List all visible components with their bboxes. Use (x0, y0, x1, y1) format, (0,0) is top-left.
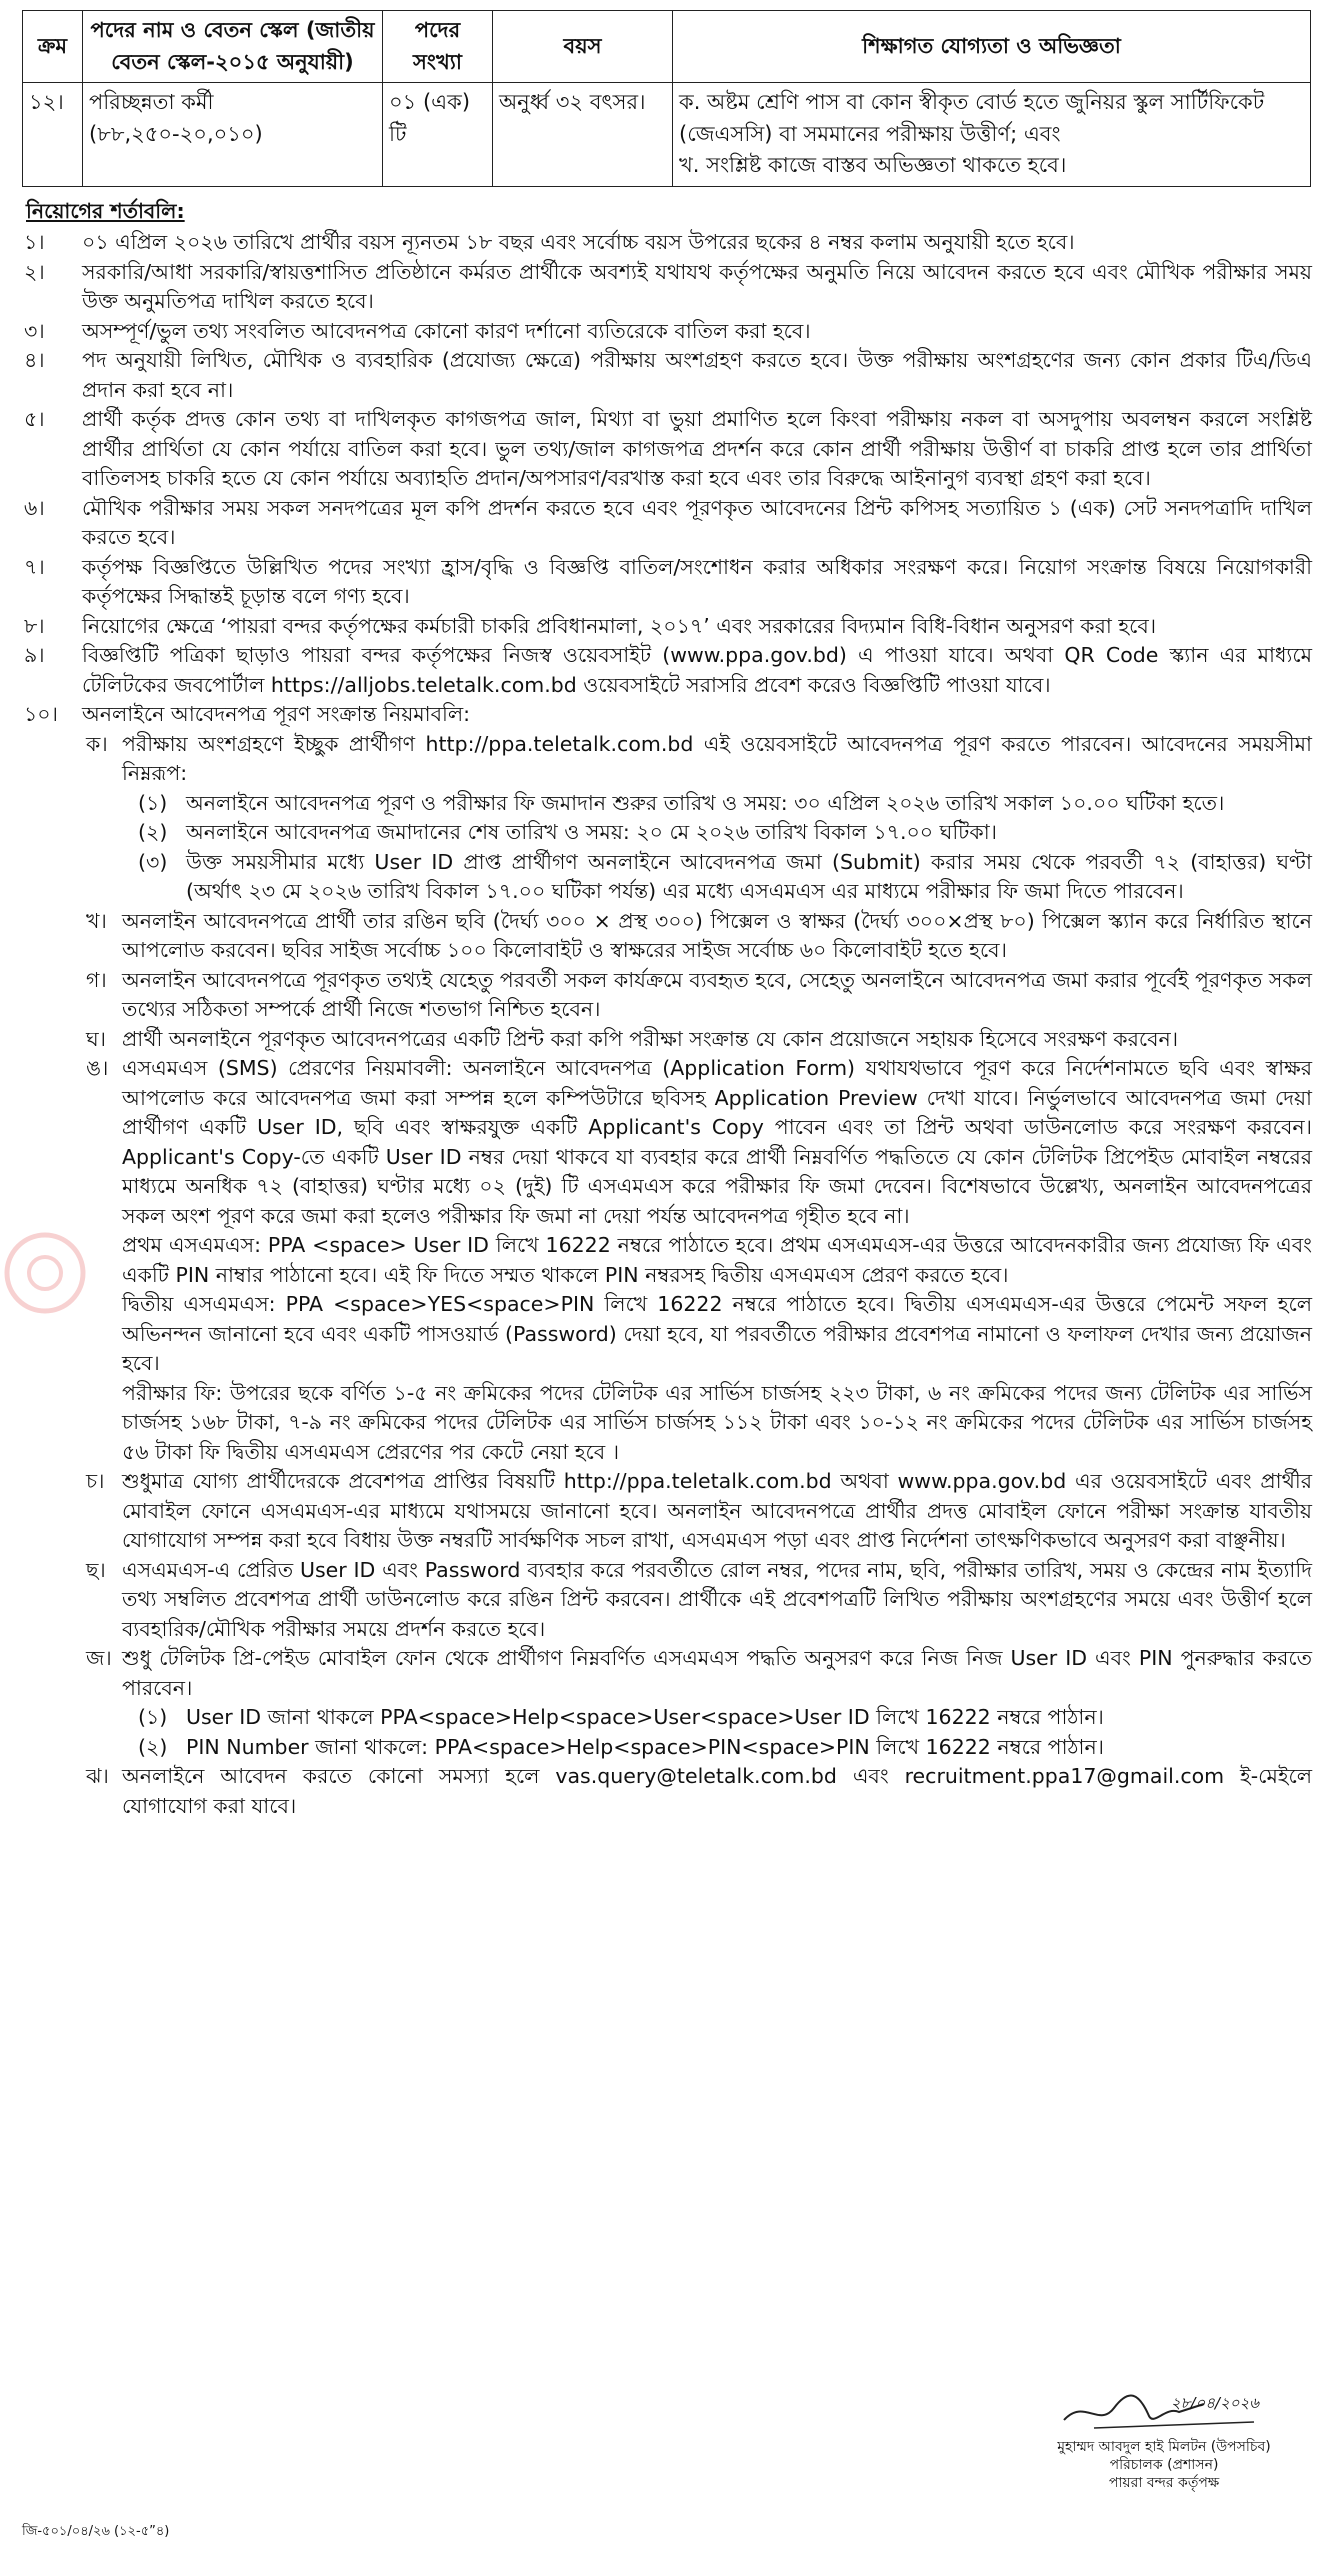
recovery-text: PIN Number জানা থাকলে: PPA<space>Help<space>PIN<space>PIN লিখে 16222 নম্বরে পাঠান। (186, 1734, 1105, 1759)
signatory-designation: পরিচালক (প্রশাসন) (1109, 2457, 1219, 2473)
rule-number: ঘ। (86, 1026, 106, 1051)
cell-serial: ১২। (23, 83, 83, 187)
rule-text: শুধুমাত্র যোগ্য প্রার্থীদেরকে প্রবেশপত্র প্রাপ্তির বিষয়টি http://ppa.teletalk.com.bd অথবা www.ppa.gov.bd এর ওয়েবসাইটে এবং প্রার্থীর মোবাইল ফোনে এসএমএস-এর মাধ্যমে যথাসময়ে জানানো হবে। অনলাইন আবেদনপত্রে প্রার্থীর প্রদত্ত মোবাইল ফোনে পরীক্ষা সংক্রান্ত যাবতীয় যোগাযোগ সম্পন্ন করা হবে বিধায় উক্ত নম্বরটি সার্বক্ষণিক সচল রাখা, এসএমএস পড়া এবং প্রাপ্ত নির্দেশনা তাৎক্ষণিকভাবে অনুসরণ করা বাঞ্ছনীয়। (122, 1469, 1312, 1552)
rule-number: ঝ। (86, 1764, 109, 1788)
footer-code: জি-৫০১/০৪/২৬ (১২-৫”৪) (22, 2524, 170, 2539)
rule-number: চ। (86, 1469, 105, 1493)
condition-text: বিজ্ঞপ্তিটি পত্রিকা ছাড়াও পায়রা বন্দর কর্তৃপক্ষের নিজস্ব ওয়েবসাইট (www.ppa.gov.bd) এ পাওয়া যাবে। অথবা QR Code স্ক্যান এর মাধ্যমে টেলিটকের জবপোর্টাল https://alljobs.teletalk.com.bd ওয়েবসাইটে সরাসরি প্রবেশ করেও বিজ্ঞপ্তিটি পাওয়া যাবে। (82, 643, 1312, 697)
job-circular-page (22, 10, 1312, 1821)
rule-number: খ। (86, 908, 107, 933)
table-header-row (23, 11, 1311, 83)
rule-text: অনলাইনে আবেদন করতে কোনো সমস্যা হলে vas.query@teletalk.com.bd এবং recruitment.ppa17@gmail.com ই-মেইলে যোগাযোগ করা যাবে। (122, 1764, 1312, 1818)
deadline-item (22, 818, 1312, 848)
qualification-a: ক. অষ্টম শ্রেণি পাস বা কোন স্বীকৃত বোর্ড হতে জুনিয়র স্কুল সার্টিফিকেট (জেএসসি) বা সমমানের পরীক্ষায় উত্তীর্ণ; এবং (679, 90, 1265, 146)
condition-item (22, 494, 1312, 553)
deadline-text: উক্ত সময়সীমার মধ্যে User ID প্রাপ্ত প্রার্থীগণ অনলাইনে আবেদনপত্র জমা (Submit) করার সময় থেকে পরবর্তী ৭২ (বাহাত্তর) ঘণ্টা (অর্থাৎ ২৩ মে ২০২৬ তারিখ বিকাল ১৭.০০ ঘটিকা পর্যন্ত) এর মধ্যে এসএমএস এর মাধ্যমে পরীক্ষার ফি জমা দিতে পারবেন। (186, 849, 1312, 903)
deadline-number: (২) (138, 820, 168, 844)
sms-first-paragraph: প্রথম এসএমএস: PPA <space> User ID লিখে 16222 নম্বরে পাঠাতে হবে। প্রথম এসএমএস-এর উত্তরে আবেদনকারীর জন্য প্রযোজ্য ফি এবং একটি PIN নাম্বার পাঠানো হবে। এই ফি দিতে সম্মত থাকলে PIN নম্বরসহ দ্বিতীয় এসএমএস প্রেরণ করতে হবে। (122, 1233, 1312, 1287)
col-qualification-header: শিক্ষাগত যোগ্যতা ও অভিজ্ঞতা (673, 11, 1311, 83)
condition-number: ১। (24, 230, 45, 254)
cell-qualification (673, 83, 1311, 187)
deadline-number: (১) (138, 790, 168, 815)
col-post-header: পদের নাম ও বেতন স্কেল (জাতীয় বেতন স্কেল-২০১৫ অনুযায়ী) (83, 11, 383, 83)
rule-text: প্রার্থী অনলাইনে পূরণকৃত আবেদনপত্রের একটি প্রিন্ট করা কপি পরীক্ষা সংক্রান্ত যে কোন প্রয়োজনে সহায়ক হিসেবে সংরক্ষণ করবেন। (122, 1026, 1179, 1051)
condition-number: ৩। (24, 318, 45, 343)
cell-age: অনুর্ধ্ব ৩২ বৎসর। (493, 83, 673, 187)
rule-text: শুধু টেলিটক প্রি-পেইড মোবাইল ফোন থেকে প্রার্থীগণ নিম্নবর্ণিত এসএমএস পদ্ধতি অনুসরণ করে নিজ নিজ User ID এবং PIN পুনরুদ্ধার করতে পারবেন। (122, 1646, 1312, 1700)
exam-fee-paragraph: পরীক্ষার ফি: উপরের ছকে বর্ণিত ১-৫ নং ক্রমিকের পদের টেলিটক এর সার্ভিস চার্জসহ ২২৩ টাকা, ৬ নং ক্রমিকের পদের জন্য টেলিটক এর সার্ভিস চার্জসহ ১৬৮ টাকা, ৭-৯ নং ক্রমিকের পদের টেলিটক এর সার্ভিস চার্জসহ ১১২ টাকা এবং ১০-১২ নং ক্রমিকের পদের টেলিটক এর সার্ভিস চার্জসহ ৫৬ টাকা ফি দ্বিতীয় এসএমএস প্রেরণের পর কেটে নেয়া হবে । (122, 1380, 1312, 1464)
online-rules-title: অনলাইনে আবেদনপত্র পূরণ সংক্রান্ত নিয়মাবলি: (82, 702, 471, 726)
condition-item (22, 405, 1312, 494)
rule-text: এসএমএস-এ প্রেরিত User ID এবং Password ব্যবহার করে পরবর্তীতে রোল নম্বর, পদের নাম, ছবি, পরীক্ষার তারিখ, সময় ও কেন্দ্রের নাম ইত্যাদি তথ্য সম্বলিত প্রবেশপত্র প্রার্থী ডাউনলোড করে রঙিন প্রিন্ট করবেন। প্রার্থীকে এই প্রবেশপত্রটি লিখিত পরীক্ষায় অংশগ্রহণের সময়ে এবং উত্তীর্ণ হলে ব্যবহারিক/মৌখিক পরীক্ষার সময়ে প্রদর্শন করতে হবে। (122, 1557, 1312, 1641)
deadline-item (22, 848, 1312, 907)
condition-item (22, 641, 1312, 700)
signature-date: ২৮/০৪/২০২৬ (1170, 2394, 1259, 2412)
deadline-item (22, 789, 1312, 819)
table-row (23, 83, 1311, 187)
col-age-header: বয়স (493, 11, 673, 83)
condition-number: ৮। (24, 613, 45, 638)
condition-number: ১০। (24, 702, 58, 726)
online-rules-item (22, 700, 1312, 730)
condition-number: ৬। (24, 495, 45, 520)
condition-number: ৪। (24, 348, 45, 372)
signatory-name: মুহাম্মদ আবদুল হাই মিলটন (উপসচিব) (1057, 2439, 1271, 2455)
watermark-logo-icon (0, 1228, 90, 1318)
condition-number: ২। (24, 259, 45, 284)
rule-number: ছ। (86, 1557, 106, 1582)
signatory-organization: পায়রা বন্দর কর্তৃপক্ষ (1108, 2475, 1220, 2491)
recovery-item (22, 1733, 1312, 1763)
conditions-section (22, 197, 1312, 1822)
condition-item (22, 553, 1312, 612)
rule-number: জ। (86, 1646, 112, 1670)
rule-chha (22, 1556, 1312, 1645)
rule-ja (22, 1644, 1312, 1703)
col-count-header: পদের সংখ্যা (383, 11, 493, 83)
rule-text: এসএমএস (SMS) প্রেরণের নিয়মাবলী: অনলাইনে আবেদনপত্র (Application Form) যথাযথভাবে পূরণ করে নির্দেশনামতে ছবি এবং স্বাক্ষর আপলোড করে আবেদনপত্র জমা করা সম্পন্ন হলে কম্পিউটারে ছবিসহ Application Preview দেখা যাবে। নির্ভুলভাবে আবেদনপত্র জমা দেয়া প্রার্থীগণ একটি User ID, ছবি এবং স্বাক্ষরযুক্ত একটি Applicant's Copy পাবেন এবং তা প্রিন্ট অথবা ডাউনলোড করে সংরক্ষণ করবেন। Applicant's Copy-তে একটি User ID নম্বর দেয়া থাকবে যা ব্যবহার করে প্রার্থী নিম্নবর্ণিত পদ্ধতিতে যে কোন টেলিটক প্রিপেইড মোবাইল নম্বরের মাধ্যমে অনধিক ৭২ (বাহাত্তর) ঘণ্টার মধ্যে ০২ (দুই) টি এসএমএস করে পরীক্ষার ফি জমা দেবেন। বিশেষভাবে উল্লেখ্য, অনলাইন আবেদনপত্রের সকল অংশ পূরণ করে জমা করা হলেও পরীক্ষার ফি জমা না দেয়া পর্যন্ত আবেদনপত্র গৃহীত হবে না। (122, 1056, 1312, 1228)
condition-text: সরকারি/আধা সরকারি/স্বায়ত্তশাসিত প্রতিষ্ঠানে কর্মরত প্রার্থীকে অবশ্যই যথাযথ কর্তৃপক্ষের অনুমতি নিয়ে আবেদন করতে হবে এবং মৌখিক পরীক্ষার সময় উক্ত অনুমতিপত্র দাখিল করতে হবে। (82, 259, 1312, 313)
cell-count: ০১ (এক) টি (383, 83, 493, 187)
post-table (22, 10, 1311, 187)
condition-text: প্রার্থী কর্তৃক প্রদত্ত কোন তথ্য বা দাখিলকৃত কাগজপত্র জাল, মিথ্যা বা ভুয়া প্রমাণিত হলে কিংবা পরীক্ষায় নকল বা অসদুপায় অবলম্বন করলে সংশ্লিষ্ট প্রার্থীর প্রার্থিতা যে কোন পর্যায়ে বাতিল করা হবে। ভুল তথ্য/জাল কাগজপত্র প্রদর্শন করে কোন প্রার্থী পরীক্ষায় উত্তীর্ণ বা চাকরি প্রাপ্ত হলে তার প্রার্থিতা বাতিলসহ চাকরি হতে যে কোন পর্যায়ে অব্যাহতি প্রদান/অপসারণ/বরখাস্ত করা হবে এবং তার বিরুদ্ধে আইনানুগ ব্যবস্থা গ্রহণ করা হবে। (82, 407, 1312, 490)
rule-text: অনলাইন আবেদনপত্রে প্রার্থী তার রঙিন ছবি (দৈর্ঘ্য ৩০০ × প্রস্থ ৩০০) পিক্সেল ও স্বাক্ষর (দৈর্ঘ্য ৩০০×প্রস্থ ৮০) পিক্সেল স্ক্যান করে নির্ধারিত স্থানে আপলোড করবেন। ছবির সাইজ সর্বোচ্চ ১০০ কিলোবাইট ও স্বাক্ষরের সাইজ সর্বোচ্চ ৬০ কিলোবাইট হতে হবে। (122, 908, 1312, 962)
recovery-text: User ID জানা থাকলে PPA<space>Help<space>User<space>User ID লিখে 16222 নম্বরে পাঠান। (186, 1705, 1104, 1729)
condition-text: ০১ এপ্রিল ২০২৬ তারিখে প্রার্থীর বয়স ন্যূনতম ১৮ বছর এবং সর্বোচ্চ বয়স উপরের ছকের ৪ নম্বর কলাম অনুযায়ী হতে হবে। (82, 230, 1075, 254)
condition-item (22, 258, 1312, 317)
sms-second-paragraph: দ্বিতীয় এসএমএস: PPA <space>YES<space>PIN লিখে 16222 নম্বরে পাঠাতে হবে। দ্বিতীয় এসএমএস-এর উত্তরে পেমেন্ট সফল হলে অভিনন্দন জানানো হবে এবং একটি পাসওয়ার্ড (Password) দেয়া হবে, যা পরবর্তীতে পরীক্ষার প্রবেশপত্র নামানো ও ফলাফল দেখার জন্য প্রয়োজন হবে। (122, 1292, 1312, 1375)
condition-number: ৫। (24, 407, 45, 431)
condition-item (22, 317, 1312, 347)
rule-number: ঙ। (86, 1056, 109, 1080)
recovery-item (22, 1703, 1312, 1733)
conditions-heading: নিয়োগের শর্তাবলি: (26, 198, 185, 223)
rule-kha (22, 907, 1312, 966)
rule-ga (22, 966, 1312, 1025)
rule-text: অনলাইন আবেদনপত্রে পূরণকৃত তথ্যই যেহেতু পরবর্তী সকল কার্যক্রমে ব্যবহৃত হবে, সেহেতু অনলাইনে আবেদনপত্র জমা করার পূর্বেই পূরণকৃত সকল তথ্যের সঠিকতা সম্পর্কে প্রার্থী নিজে শতভাগ নিশ্চিত হবেন। (122, 967, 1312, 1021)
condition-text: পদ অনুযায়ী লিখিত, মৌখিক ও ব্যবহারিক (প্রযোজ্য ক্ষেত্রে) পরীক্ষায় অংশগ্রহণ করতে হবে। উক্ত পরীক্ষায় অংশগ্রহণের জন্য কোন প্রকার টিএ/ডিএ প্রদান করা হবে না। (82, 348, 1312, 402)
condition-text: নিয়োগের ক্ষেত্রে ‘পায়রা বন্দর কর্তৃপক্ষের কর্মচারী চাকরি প্রবিধানমালা, ২০১৭’ এবং সরকারের বিদ্যমান বিধি-বিধান অনুসরণ করা হবে। (82, 613, 1157, 638)
recovery-number: (১) (138, 1705, 168, 1729)
deadline-text: অনলাইনে আবেদনপত্র জমাদানের শেষ তারিখ ও সময়: ২০ মে ২০২৬ তারিখ বিকাল ১৭.০০ ঘটিকা। (186, 820, 997, 844)
condition-item (22, 228, 1312, 258)
condition-text: কর্তৃপক্ষ বিজ্ঞপ্তিতে উল্লিখিত পদের সংখ্যা হ্রাস/বৃদ্ধি ও বিজ্ঞপ্তি বাতিল/সংশোধন করার অধিকার সংরক্ষণ করে। নিয়োগ সংক্রান্ত বিষয়ে নিয়োগকারী কর্তৃপক্ষের সিদ্ধান্তই চূড়ান্ত বলে গণ্য হবে। (82, 554, 1312, 608)
qualification-b: খ. সংশ্লিষ্ট কাজে বাস্তব অভিজ্ঞতা থাকতে হবে। (679, 153, 1067, 177)
col-serial-header: ক্রম (23, 11, 83, 83)
cell-post: পরিচ্ছন্নতা কর্মী (৮৮,২৫০-২০,০১০) (83, 83, 383, 187)
deadline-number: (৩) (138, 849, 168, 874)
condition-item (22, 346, 1312, 405)
rule-jha (22, 1762, 1312, 1821)
rule-gha (22, 1025, 1312, 1055)
condition-text: মৌখিক পরীক্ষার সময় সকল সনদপত্রের মূল কপি প্রদর্শন করতে হবে এবং পূরণকৃত আবেদনের প্রিন্ট কপিসহ সত্যায়িত ১ (এক) সেট সনদপত্রাদি দাখিল করতে হবে। (82, 495, 1312, 549)
rule-cha (22, 1467, 1312, 1556)
condition-number: ৭। (24, 554, 45, 579)
rule-umo (22, 1054, 1312, 1231)
condition-item (22, 612, 1312, 642)
recovery-number: (২) (138, 1734, 168, 1759)
signature-block (1039, 2378, 1289, 2492)
condition-text: অসম্পূর্ণ/ভুল তথ্য সংবলিত আবেদনপত্র কোনো কারণ দর্শানো ব্যতিরেকে বাতিল করা হবে। (82, 318, 811, 343)
rule-number: গ। (86, 967, 107, 992)
deadline-text: অনলাইনে আবেদনপত্র পূরণ ও পরীক্ষার ফি জমাদান শুরুর তারিখ ও সময়: ৩০ এপ্রিল ২০২৬ তারিখ সকাল ১০.০০ ঘটিকা হতে। (186, 790, 1225, 815)
rule-text: পরীক্ষায় অংশগ্রহণে ইচ্ছুক প্রার্থীগণ http://ppa.teletalk.com.bd এই ওয়েবসাইটে আবেদনপত্র পূরণ করতে পারবেন। আবেদনের সময়সীমা নিম্নরূপ: (122, 731, 1312, 785)
rule-ka (22, 730, 1312, 789)
condition-number: ৯। (24, 643, 45, 667)
rule-number: ক। (86, 731, 108, 756)
